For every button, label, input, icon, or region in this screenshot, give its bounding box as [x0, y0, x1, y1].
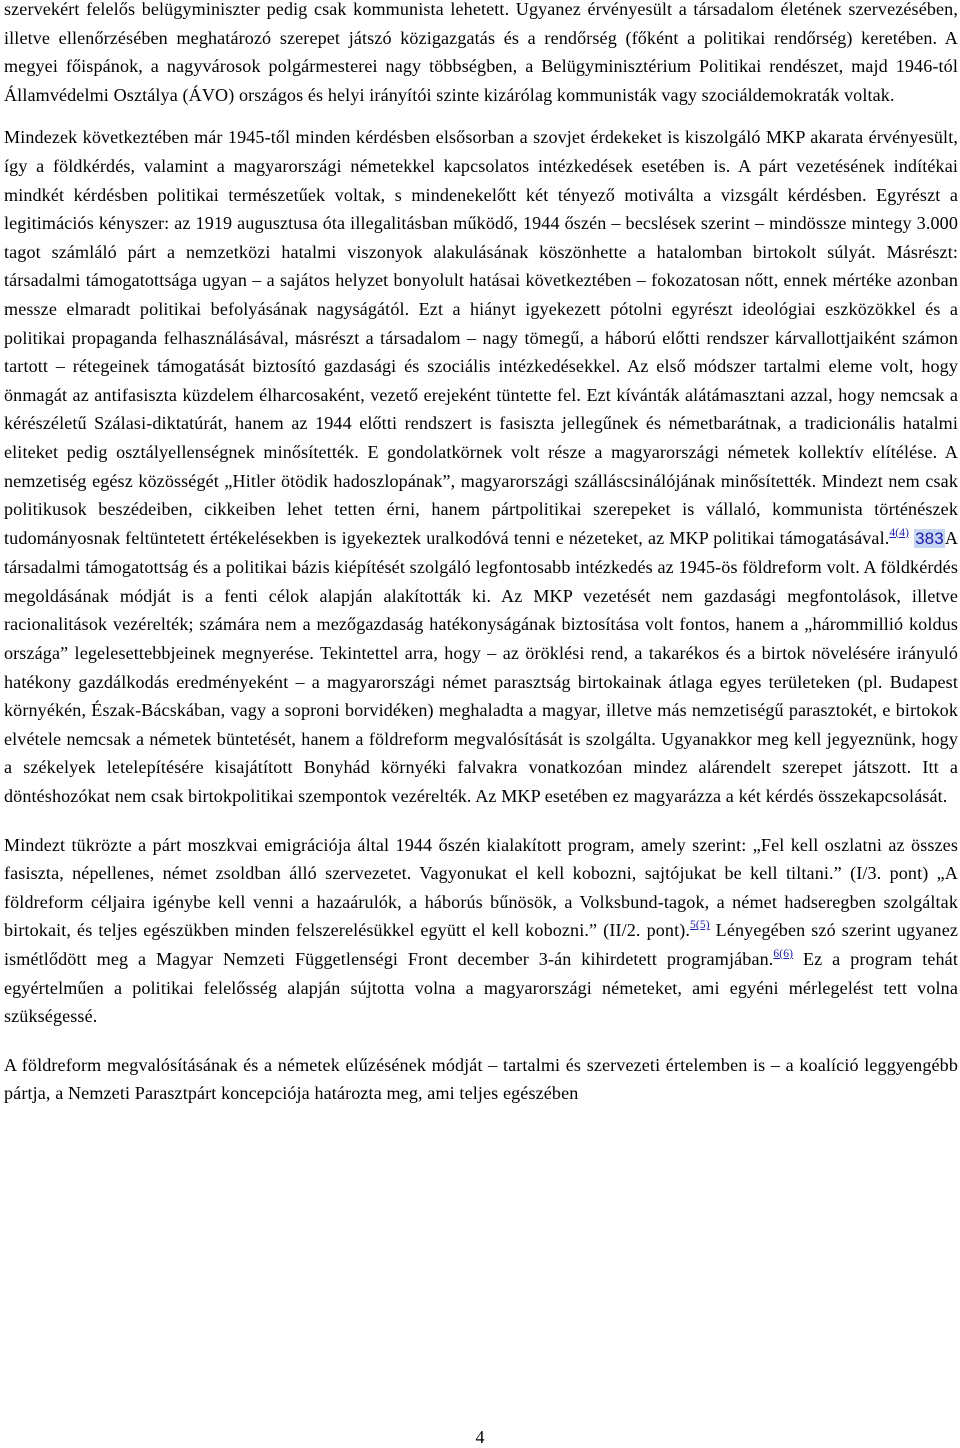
document-body — [4, 0, 958, 1108]
paragraph-text: szervekért felelős belügyminiszter pedig csak kommunista lehetett. Ugyanez érvényesült a társadalom életének szervezésében, illetve ellenőrzésében meghatározó szerepet játszó közigazgatás és a rendőrség (főként a politikai rendőrség) keretében. A megyei főispánok, a nagyvárosok polgármesterei nagy többségben, a Belügyminisztérium Politikai rendészet, majd 1946-tól Államvédelmi Osztálya (ÁVO) országos és helyi irányítói szinte kizárólag kommunisták vagy szociáldemokraták voltak. — [4, 0, 958, 105]
footnote-5-link[interactable]: 5(5) — [690, 919, 710, 932]
footnote-4-link[interactable]: 4(4) — [889, 526, 910, 539]
page-number: 4 — [475, 1427, 485, 1447]
paragraph-text: Lényegében szó szerint ugyanez ismétlődött meg a Magyar Nemzeti Függetlenségi Front december 3-án kihirdetett programjában. — [4, 920, 958, 969]
paragraph-text: Mindezt tükrözte a párt moszkvai emigrációja által 1944 őszén kialakított program, amely szerint: „Fel kell oszlatni az összes fasiszta, népellenes, német zsoldban álló szervezetet. Vagyonukat el kell kobozni, sajtójukat be kell tiltani.” (I/3. pont) „A földreform céljaira igénybe kell venni a hazaárulók, a háborús bűnösök, a Volksbund-tagok, a német hadseregben szolgáltak birtokait, és teljes egészükben minden felszerelésükkel együtt el kell kobozni.” (II/2. pont). — [4, 834, 958, 941]
paragraph-text: Ez a program tehát egyértelműen a politikai felelősség alapján sújtotta volna a magyarországi németeket, ami egyéni mérlegelést tett volna szükségessé. — [4, 949, 958, 1027]
paragraph — [4, 831, 958, 1031]
paragraph — [4, 0, 958, 109]
paragraph-text: A társadalmi támogatottság és a politikai bázis kiépítését szolgáló legfontosabb intézkedés az 1945-ös földreform volt. A földkérdés megoldásának módját is a fenti célok alapján alakították ki. Az MKP vezetését nem gazdasági megfontolások, illetve racionalitások vezérelték; számára nem a mezőgazdaság hatékonyságának biztosítása volt fontos, hanem a „hárommillió koldus országa” legelesettebbjeinek megnyerése. Tekintettel arra, hogy – az öröklési rend, a takarékos és a birtok növelésére irányuló hatékony gazdálkodás eredményeként – a magyarországi német parasztság birtokainak átlaga egyes területeken (pl. Budapest környékén, Észak-Bácskában, vagy a soproni borvidéken) meghaladta a magyar, illetve más nemzetiségű parasztokét, e birtokok elvétele nemcsak a németek büntetését, hanem a földreform megvalósítását is szolgálta. Ugyanakkor meg kell jegyeznünk, hogy a székelyek letelepítésére kisajátított Bonyhád környéki falvakra vonatkozóan mindez alárendelt szerepet játszott. Itt a döntéshozókat nem csak birtokpolitikai szempontok vezérelték. Az MKP esetében ez magyarázza a két kérdés összekapcsolását. — [4, 527, 958, 807]
paragraph — [4, 123, 958, 810]
footnote-6-link[interactable]: 6(6) — [773, 948, 794, 960]
page-383-link[interactable]: 383 — [915, 528, 944, 548]
paragraph-text: A földreform megvalósításának és a németek elűzésének módját – tartalmi és szervezeti értelemben is – a koalíció leggyengébb pártja, a Nemzeti Parasztpárt koncepciója határozta meg, ami teljes egészében — [4, 1054, 958, 1104]
paragraph-text: Mindezek következtében már 1945-től minden kérdésben elsősorban a szovjet érdekeket is kiszolgáló MKP akarata érvényesült, így a földkérdés, valamint a magyarországi németekkel kapcsolatos intézkedések esetében is. A párt vezetésének indítékai mindkét kérdésben politikai természetűek voltak, s mindenekelőtt két tényező motiválta a vizsgált kérdésben. Egyrészt a legitimációs kényszer: az 1919 augusztusa óta illegalitásban működő, 1944 őszén – becslések szerint – mindössze mintegy 3.000 tagot számláló párt a nemzetközi hatalmi viszonyok alakulásának köszönhette a hatalomban birtokolt súlyát. Másrészt: társadalmi támogatottsága ugyan – a sajátos helyzet bonyolult hatásai következtében – fokozatosan nőtt, ennek mértéke azonban messze elmaradt politikai befolyásának nagyságától. Ezt a hiányt igyekezett pótolni egyrészt ideológiai eszközökkel és a politikai propaganda felhasználásával, másrészt a társadalom – nagy tömegű, a háború előtti rendszer kárvallottjaiként számon tartott – rétegeinek támogatását biztosító gazdasági és szociális intézkedésekkel. Az első módszer tartalmi eleme volt, hogy önmagát az antifasiszta küzdelem élharcosaként, vezető erejeként tüntette fel. Ezt kívánták alátámasztani azzal, hogy nemcsak a kérészéletű Szálasi-diktatúrát, hanem az 1944 előtti rendszert is fasiszta jellegűnek és németbarátnak, a tradicionális hatalmi eliteket pedig osztályellenségnek minősítették. E gondolatkörnek volt része a magyarországi németek kollektív elítélése. A nemzetiség egész közösségét „Hitler ötödik hadoszlopának”, magyarországi szálláscsinálójának minősítették. Mindezt nem csak politikusok beszédeiben, cikkeiben lehet tetten érni, hanem pártpolitikai szerepeket is vállaló, kommunista történészek tudományosnak feltüntetett értékelésekben is igyekeztek uralkodóvá tenni e nézeteket, az MKP politikai támogatásával. — [4, 127, 958, 548]
paragraph — [4, 1051, 958, 1108]
